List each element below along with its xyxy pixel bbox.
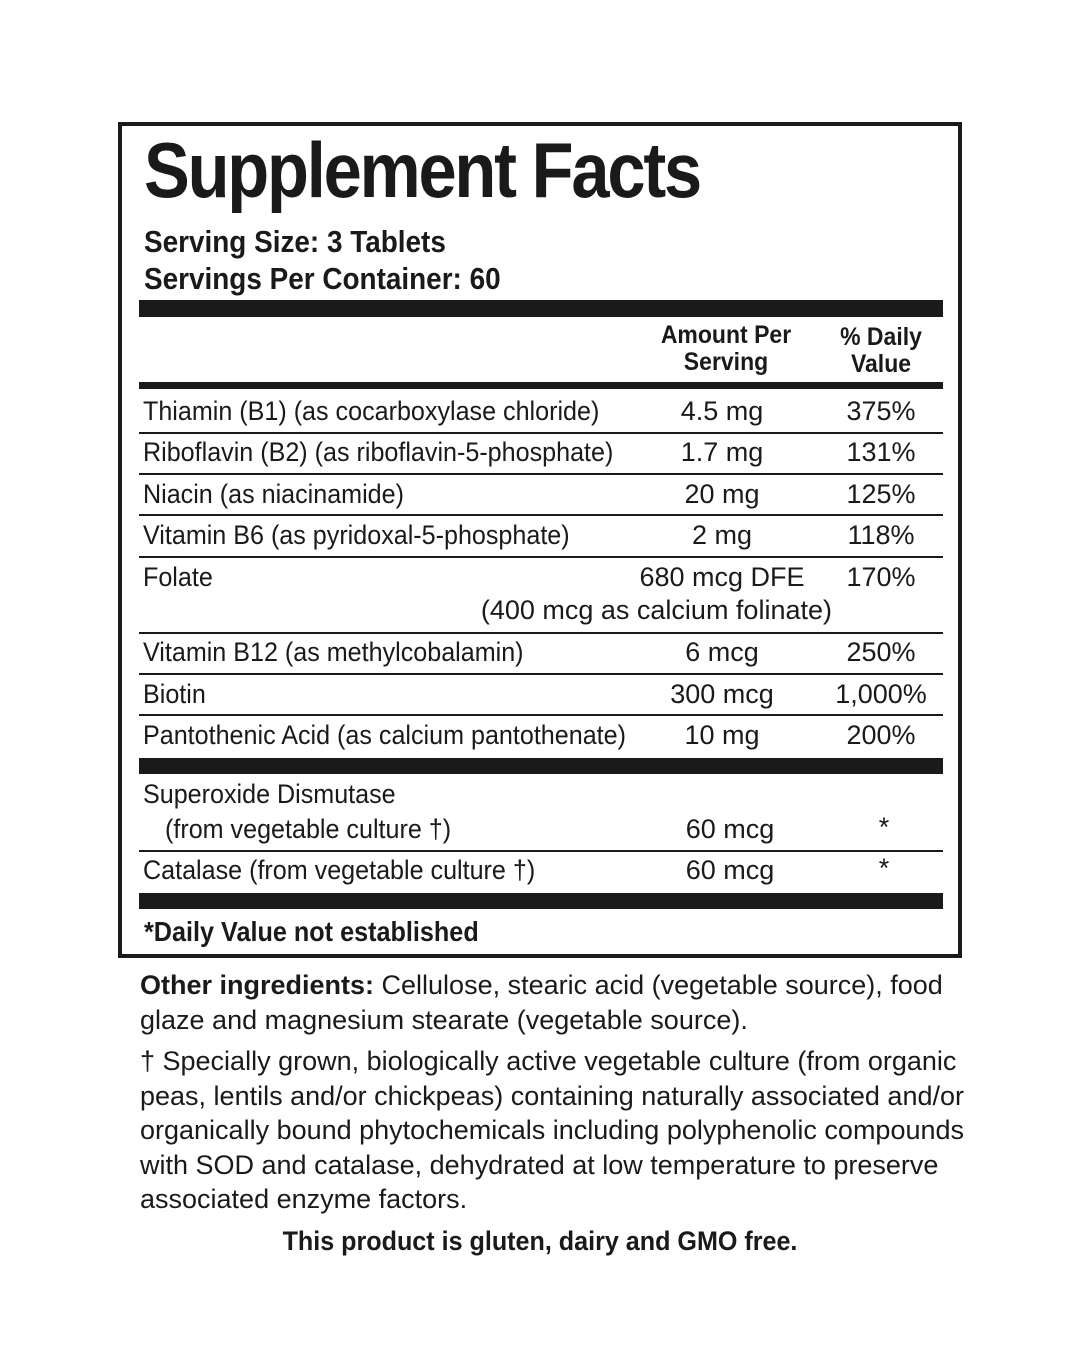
- ingredient-name: Superoxide Dismutase: [143, 779, 396, 809]
- panel-title: Supplement Facts: [144, 126, 700, 214]
- nutrient-name: Niacin (as niacinamide): [143, 479, 404, 509]
- column-header-dv-line2: Value: [850, 350, 912, 378]
- thick-divider: [139, 300, 943, 317]
- other-ingredients: [140, 968, 943, 1037]
- nutrient-daily-value: 1,000%: [835, 679, 927, 709]
- nutrient-amount: 1.7 mg: [680, 437, 764, 467]
- nutrient-name: Folate: [143, 562, 213, 592]
- other-ingredients-line1: [140, 968, 943, 1003]
- column-header-amount-line2: Serving: [683, 348, 769, 376]
- nutrient-daily-value: 170%: [846, 562, 916, 592]
- ingredient-amount: 60 mcg: [685, 855, 775, 885]
- ingredient-name: Catalase (from vegetable culture †): [143, 855, 536, 885]
- nutrient-daily-value: 118%: [847, 520, 915, 550]
- other-ingredients-text: Cellulose, stearic acid (vegetable source), food: [374, 970, 943, 1000]
- dagger-note: [140, 1044, 964, 1217]
- ingredient-daily-value: *: [878, 853, 890, 883]
- ingredient-name-continued: (from vegetable culture †): [165, 814, 452, 844]
- nutrient-name: Thiamin (B1) (as cocarboxylase chloride): [143, 396, 600, 426]
- other-ingredients-label: Other ingredients:: [140, 970, 375, 1000]
- row-divider: [139, 556, 943, 558]
- row-divider: [139, 673, 943, 675]
- nutrient-daily-value: 200%: [846, 720, 916, 750]
- row-divider: [139, 632, 943, 634]
- nutrient-name: Riboflavin (B2) (as riboflavin-5-phosphate): [143, 437, 614, 467]
- thick-divider: [139, 758, 943, 774]
- row-divider: [139, 432, 943, 434]
- nutrient-amount: 10 mg: [684, 720, 760, 750]
- ingredient-daily-value: *: [878, 812, 890, 842]
- nutrient-daily-value: 131%: [846, 437, 916, 467]
- daily-value-footnote: *Daily Value not established: [144, 916, 479, 947]
- nutrient-amount: 300 mcg: [670, 679, 774, 709]
- row-divider: [139, 514, 943, 516]
- dagger-note-line: † Specially grown, biologically active vegetable culture (from organic: [140, 1046, 957, 1076]
- dagger-note-line: peas, lentils and/or chickpeas) containing naturally associated and/or: [140, 1080, 964, 1111]
- row-divider: [139, 714, 943, 716]
- nutrient-daily-value: 125%: [846, 479, 916, 509]
- nutrient-name: Pantothenic Acid (as calcium pantothenate): [143, 720, 626, 750]
- medium-divider: [139, 382, 943, 389]
- nutrient-name: Vitamin B12 (as methylcobalamin): [143, 637, 524, 667]
- nutrient-daily-value: 375%: [846, 396, 916, 426]
- column-header-amount: [661, 322, 791, 376]
- nutrient-source-note: (400 mcg as calcium folinate): [480, 595, 832, 625]
- ingredient-amount: 60 mcg: [685, 814, 775, 844]
- row-divider: [139, 473, 943, 475]
- nutrient-daily-value: 250%: [846, 637, 916, 667]
- nutrient-amount: 4.5 mg: [680, 396, 764, 426]
- serving-size: Serving Size: 3 Tablets: [144, 224, 446, 259]
- free-from-claim: This product is gluten, dairy and GMO free.: [282, 1226, 798, 1256]
- column-header-dv-line1: % Daily: [840, 323, 922, 351]
- dagger-note-line: with SOD and catalase, dehydrated at low temperature to preserve: [140, 1149, 939, 1180]
- servings-per-container: Servings Per Container: 60: [144, 261, 501, 296]
- nutrient-amount: 680 mcg DFE: [639, 562, 805, 592]
- dagger-note-line: associated enzyme factors.: [140, 1184, 468, 1214]
- thick-divider: [139, 893, 943, 909]
- column-header-amount-line1: Amount Per: [660, 321, 792, 349]
- nutrient-name: Biotin: [143, 679, 206, 709]
- other-ingredients-line2: glaze and magnesium stearate (vegetable source).: [140, 1004, 748, 1035]
- supplement-facts-panel: [118, 122, 962, 958]
- nutrient-amount: 20 mg: [684, 479, 760, 509]
- dagger-note-line: organically bound phytochemicals including polyphenolic compounds: [140, 1115, 965, 1145]
- nutrient-amount: 6 mcg: [685, 637, 759, 667]
- nutrient-name: Vitamin B6 (as pyridoxal-5-phosphate): [143, 520, 570, 550]
- column-header-daily-value: [840, 324, 922, 378]
- row-divider: [139, 850, 943, 852]
- nutrient-amount: 2 mg: [691, 520, 753, 550]
